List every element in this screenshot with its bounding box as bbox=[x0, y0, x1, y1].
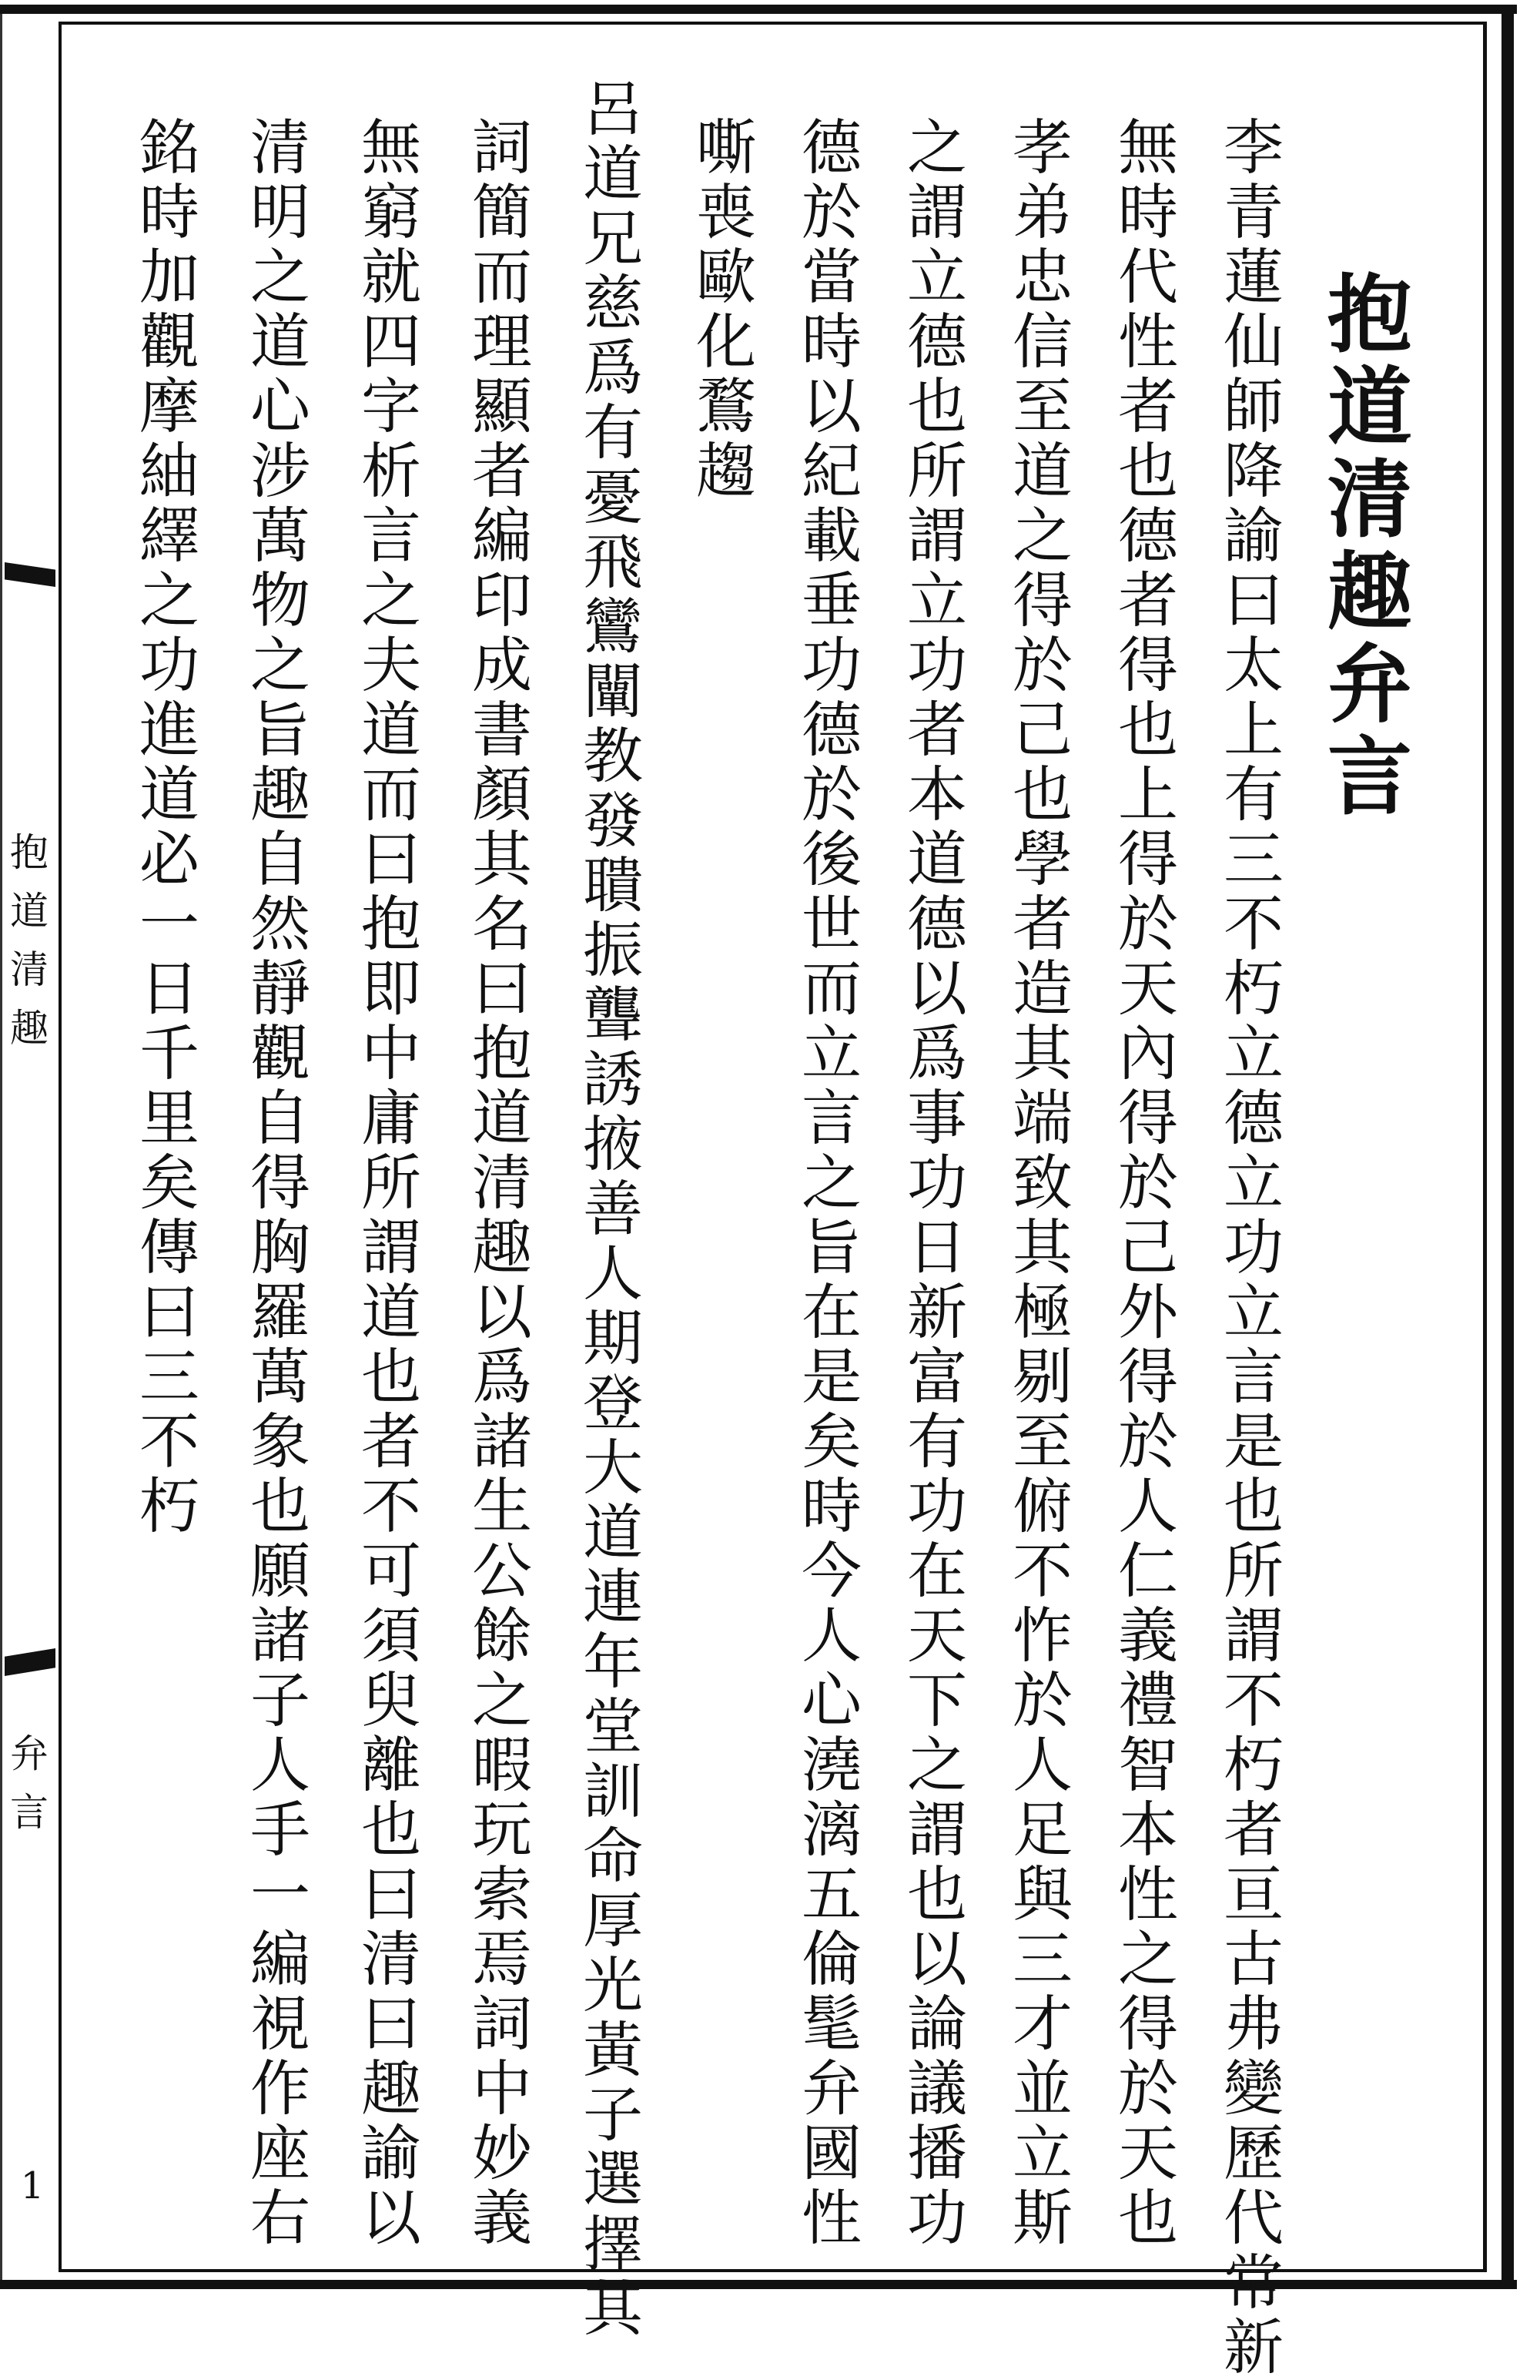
text-column-1: 李青蓮仙師降諭曰太上有三不朽立德立功立言是也所謂不朽者亘古弗變歷代常新 bbox=[1214, 116, 1283, 2380]
fishtail-mark-bottom bbox=[5, 1648, 55, 1676]
text-column-4: 之謂立德也所謂立功者本道德以爲事功日新富有功在天下之謂也以論議播功 bbox=[897, 116, 966, 2251]
text-column-10: 清明之道心涉萬物之旨趣自然靜觀自得胸羅萬象也願諸子人手一編視作座右 bbox=[240, 116, 310, 2251]
gutter-section-label: 弁言 bbox=[4, 1733, 49, 1850]
text-column-3: 孝弟忠信至道之得於己也學者造其端致其極剔至俯不怍於人足與三才並立斯 bbox=[1003, 116, 1072, 2251]
border-top bbox=[0, 5, 1517, 14]
page-number: 1 bbox=[20, 2164, 45, 2207]
border-right bbox=[1502, 5, 1514, 2289]
text-column-11: 銘時加觀摩紬繹之功進道必一日千里矣傳曰三不朽 bbox=[129, 116, 199, 1539]
inner-border-right bbox=[1483, 23, 1487, 2272]
text-column-8: 詞簡而理顯者編印成書顏其名曰抱道清趣以爲諸生公餘之暇玩索焉詞中妙義 bbox=[462, 116, 531, 2251]
inner-border-top bbox=[59, 22, 1487, 25]
page-edge-left bbox=[0, 5, 2, 2289]
text-column-6: 嘶喪歐化鶩趨 bbox=[686, 116, 755, 504]
border-bottom bbox=[0, 2280, 1517, 2289]
text-column-5: 德於當時以紀載垂功德於後世而立言之旨在是矣時今人心澆漓五倫髦弁國性 bbox=[792, 116, 861, 2251]
page-title: 抱道清趣弁言 bbox=[1314, 270, 1413, 824]
gutter-book-title: 抱道清趣 bbox=[4, 832, 49, 1066]
text-column-7: 呂道兄慈爲有憂飛鸞闡教發聵振聾誘掖善人期登大道連年堂訓命厚光黃子選擇其 bbox=[573, 77, 642, 2341]
fishtail-mark-top bbox=[5, 562, 55, 587]
gutter-divider bbox=[59, 22, 62, 2272]
text-column-2: 無時代性者也德者得也上得於天內得於己外得於人仁義禮智本性之得於天也 bbox=[1108, 116, 1177, 2251]
text-column-9: 無窮就四字析言之夫道而曰抱即中庸所謂道也者不可須臾離也曰清曰趣諭以 bbox=[351, 116, 420, 2251]
